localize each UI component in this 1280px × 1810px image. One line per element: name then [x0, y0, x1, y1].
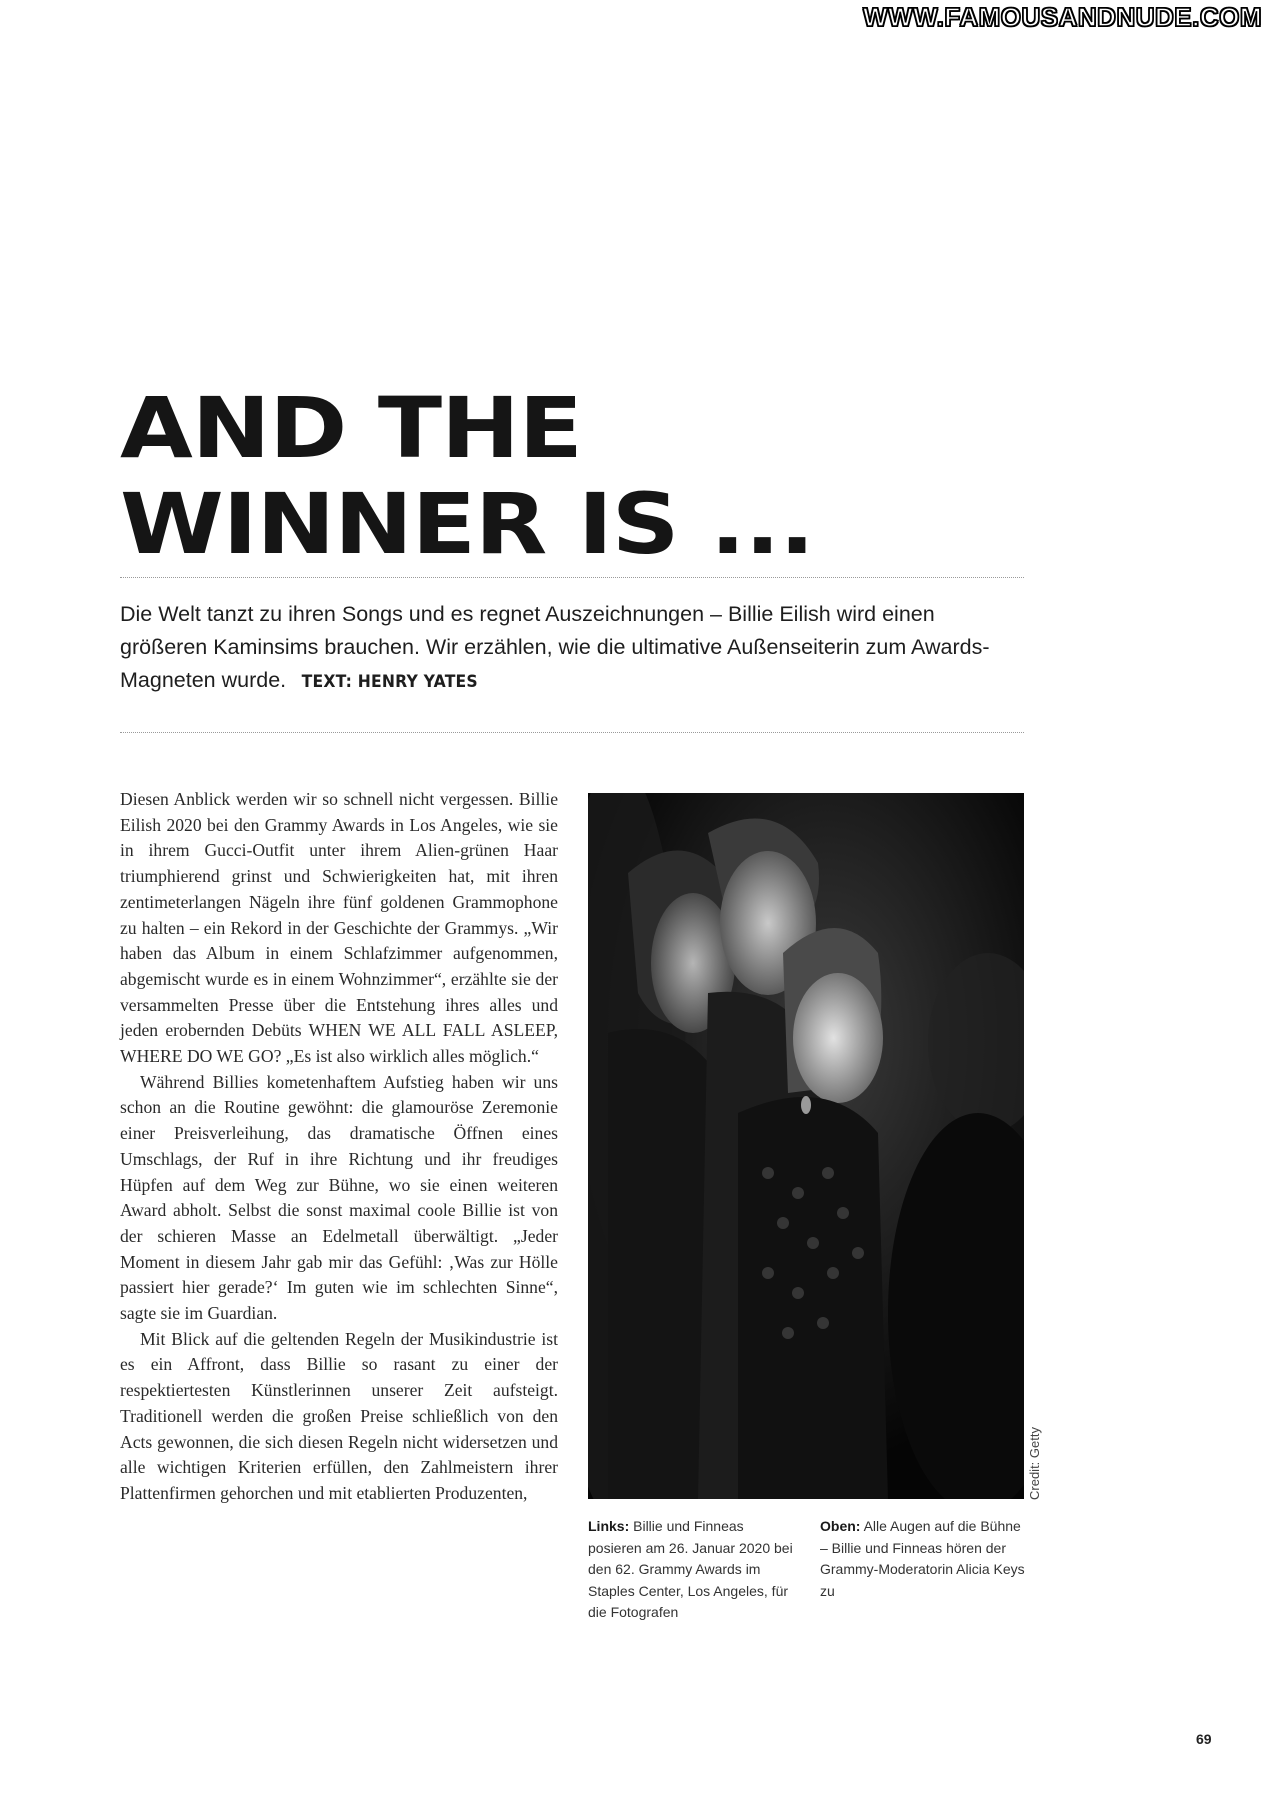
- caption-left-text: Billie und Finneas posieren am 26. Januar 2020 bei den 62. Grammy Awards im Staples Center, Los Angeles, für die Fotografen: [588, 1518, 793, 1620]
- body-paragraph-1: Diesen Anblick werden wir so schnell nicht vergessen. Billie Eilish 2020 bei den Grammy Awards in Los Angeles, wie sie in ihrem Gucci-Outfit unter ihrem Alien-grünen Haar triumphierend grinst und Schwierigkeiten hat, mit ihren zentimeterlangen Nägeln ihre fünf goldenen Grammophone zu halten – ein Rekord in der Geschichte der Grammys. „Wir haben das Album in einem Schlafzimmer aufgenommen, abgemischt wurde es in einem Wohnzimmer“, erzählte sie der versammelten Presse über die Entstehung ihres alles und jeden erobernden Debüts WHEN WE ALL FALL ASLEEP, WHERE DO WE GO? „Es ist also wirklich alles möglich.“: [120, 789, 558, 1067]
- caption-right-text: Alle Augen auf die Bühne – Billie und Finneas hören der Grammy-Moderatorin Alicia Keys zu: [820, 1518, 1025, 1599]
- byline: TEXT: HENRY YATES: [301, 672, 479, 692]
- page-number: 69: [1196, 1731, 1212, 1747]
- standfirst: [120, 598, 1020, 699]
- top-divider: [120, 577, 1024, 578]
- caption-left-label: Links:: [588, 1518, 630, 1534]
- caption-left: [588, 1516, 793, 1624]
- headline-line-2: WINNER IS ...: [120, 475, 814, 573]
- body-paragraph-2: Während Billies kometenhaftem Aufstieg haben wir uns schon an die Routine gewöhnt: die glamouröse Zeremonie einer Preisverleihung, das dramatische Öffnen eines Umschlags, der Ruf in ihre Richtung und ihr freudiges Hüpfen auf dem Weg zur Bühne, wo sie einen weiteren Award abholt. Selbst die sonst maximal coole Billie ist von der schieren Masse an Edelmetall überwältigt. „Jeder Moment in diesem Jahr gab mir das Gefühl: ‚Was zur Hölle passiert hier gerade?‘ Im guten wie im schlechten Sinne“, sagte sie im Guardian.: [120, 1071, 558, 1324]
- headline-line-1: AND THE: [120, 379, 582, 477]
- standfirst-text: Die Welt tanzt zu ihren Songs und es regnet Auszeichnungen – Billie Eilish wird einen größeren Kaminsims brauchen. Wir erzählen, wie die ultimative Außenseiterin zum Awards-Magneten wurde.: [120, 602, 990, 692]
- photo-illustration: [588, 793, 1024, 1499]
- photo-credit: Credit: Getty: [1027, 1427, 1042, 1500]
- article-photo: [588, 793, 1024, 1499]
- watermark: WWW.FAMOUSANDNUDE.COM: [862, 2, 1262, 32]
- article-body: [120, 787, 558, 1507]
- bottom-divider: [120, 732, 1024, 733]
- caption-right: [820, 1516, 1025, 1602]
- headline: [120, 380, 1128, 572]
- body-paragraph-3: Mit Blick auf die geltenden Regeln der Musikindustrie ist es ein Affront, dass Billie so rasant zu einer der respektiertesten Künstlerinnen unserer Zeit aufsteigt. Traditionell werden die großen Preise schließlich von den Acts gewonnen, die sich diesen Regeln nicht widersetzen und alle wichtigen Kriterien erfüllen, den Zahlmeistern ihrer Plattenfirmen gehorchen und mit etablierten Produzenten,: [120, 1328, 558, 1503]
- caption-right-label: Oben:: [820, 1518, 861, 1534]
